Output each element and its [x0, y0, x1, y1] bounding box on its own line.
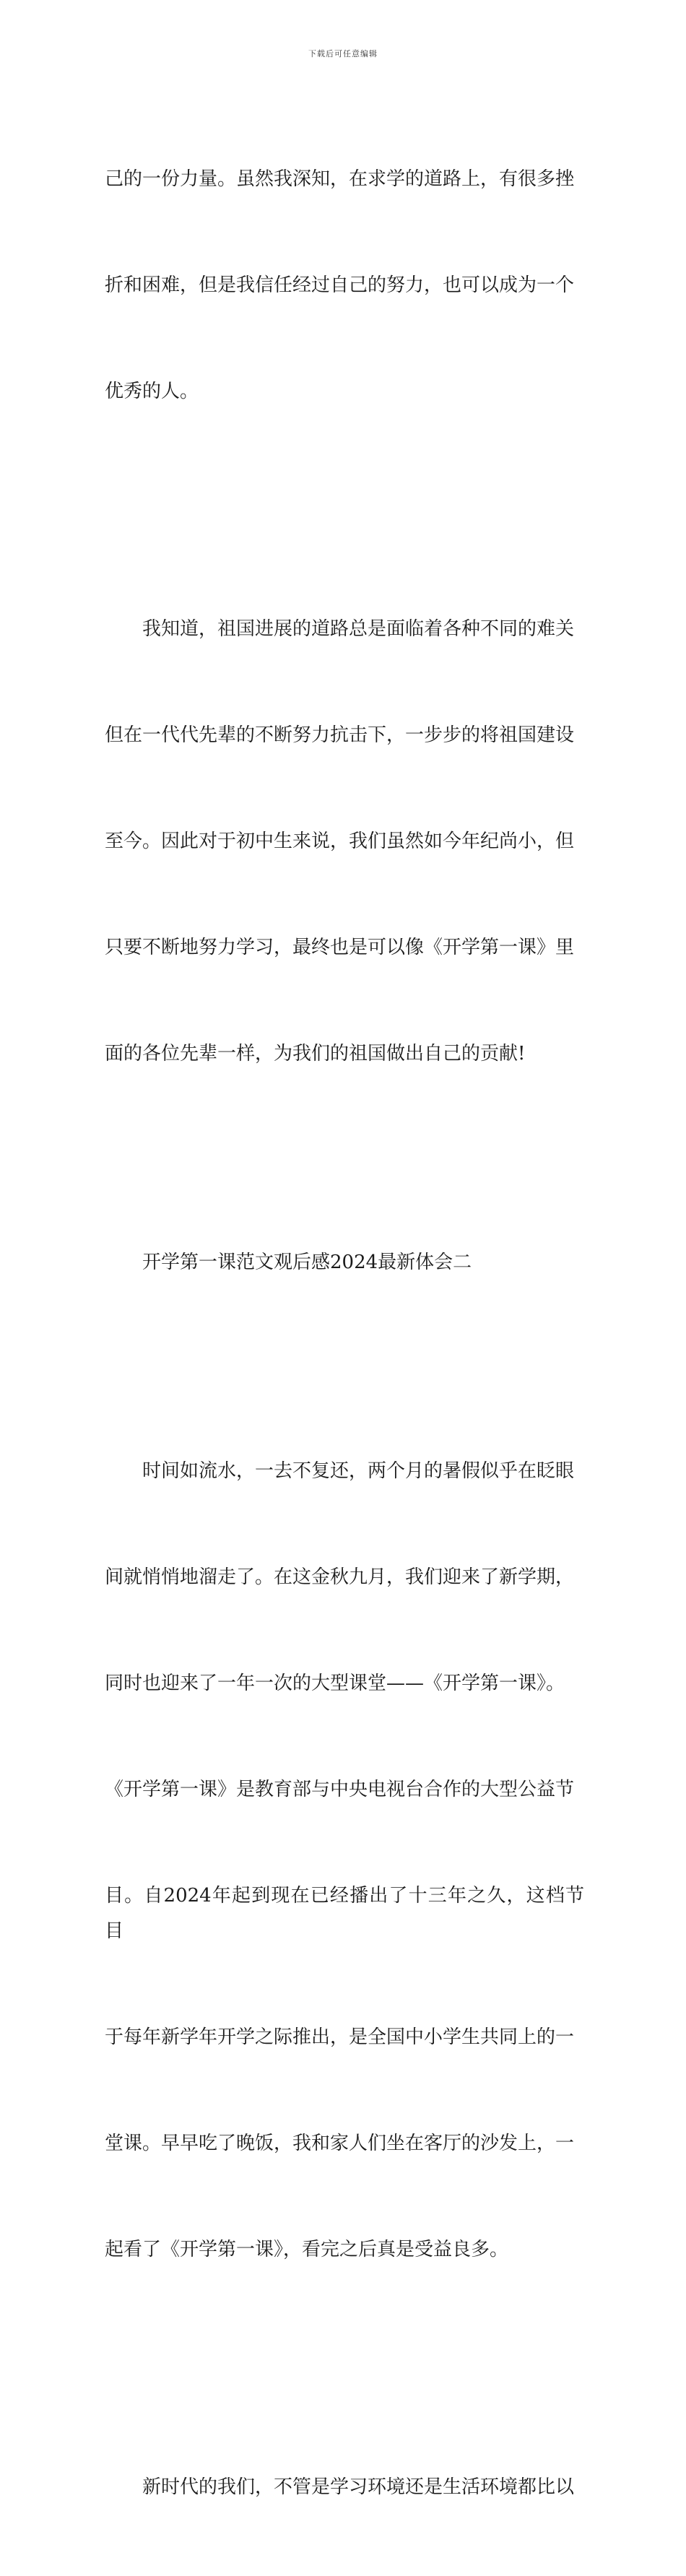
- text-line: 我知道，祖国进展的道路总是面临着各种不同的难关: [142, 618, 575, 640]
- text-line: 折和困难，但是我信任经过自己的努力，也可以成为一个: [105, 274, 575, 296]
- paragraph-time: [105, 1383, 584, 2338]
- text-line: 《开学第一课》是教育部与中央电视台合作的大型公益节: [105, 1779, 575, 1800]
- text-line: 时间如流水，一去不复还，两个月的暑假似乎在眨眼: [142, 1460, 575, 1482]
- heading-text: 开学第一课范文观后感2024最新体会二: [142, 1252, 472, 1273]
- text-line: 堂课。早早吃了晚饭，我和家人们坐在客厅的沙发上，一: [105, 2133, 575, 2154]
- text-line: 己的一份力量。虽然我深知，在求学的道路上，有很多挫: [105, 168, 575, 190]
- text-line: 间就悄悄地溜走了。在这金秋九月，我们迎来了新学期，: [105, 1566, 575, 1588]
- text-line: 起看了《开学第一课》，看完之后真是受益良多。: [105, 2239, 509, 2260]
- page-header: 下载后可任意编辑: [308, 49, 378, 58]
- text-line: 同时也迎来了一年一次的大型课堂——《开学第一课》。: [105, 1673, 565, 1694]
- text-line: 于每年新学年开学之际推出，是全国中小学生共同上的一: [105, 2026, 575, 2048]
- text-line: 优秀的人。: [105, 381, 199, 402]
- text-line: 只要不断地努力学习，最终也是可以像《开学第一课》里: [105, 937, 575, 958]
- paragraph-continuation: [105, 91, 584, 480]
- text-line: 目。自2024年起到现在已经播出了十三年之久，这档节目: [105, 1885, 584, 1942]
- paragraph-new-era: [105, 2399, 584, 2576]
- text-line: 但在一代代先辈的不断努力抗击下，一步步的将祖国建设: [105, 724, 575, 746]
- document-body: [105, 91, 584, 2576]
- paragraph-motherland: [105, 541, 584, 1142]
- text-line: 新时代的我们，不管是学习环境还是生活环境都比以: [142, 2476, 575, 2498]
- section-heading: [105, 1174, 584, 1351]
- text-line: 面的各位先辈一样，为我们的祖国做出自己的贡献!: [105, 1043, 526, 1064]
- text-line: 至今。因此对于初中生来说，我们虽然如今年纪尚小，但: [105, 831, 575, 852]
